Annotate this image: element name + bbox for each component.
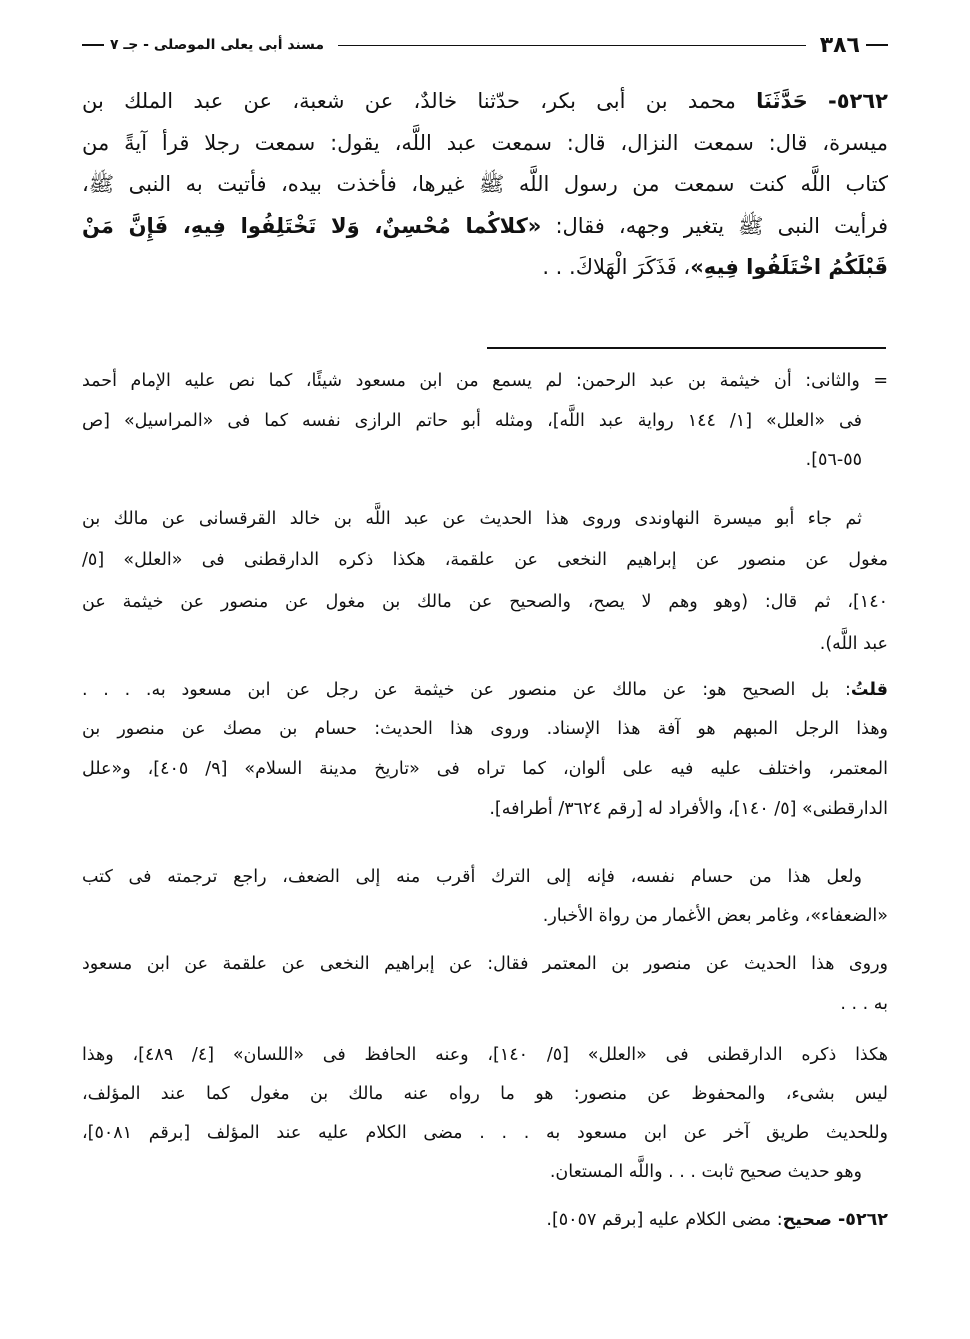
footnote-line: عبد اللَّه). <box>819 634 888 654</box>
hadith-opening: حَدَّثَنَا <box>756 89 808 113</box>
footnote-separator <box>487 347 886 349</box>
footnote-line: المعتمر، واختلف عليه فيه على ألوان، كما تراه فى «تاريخ مدينة السلام» [٩/ ٤٠٥]، و«علل <box>82 759 889 779</box>
grading-label: ٥٢٦٢- صحيح <box>782 1210 888 1230</box>
running-header <box>82 30 888 60</box>
footnote-line: ولعل هذا من حسام نفسه، فإنه إلى الترك أقرب منه إلى الضعف، راجع ترجمته فى كتب <box>82 867 862 887</box>
footnote-line: الدارقطنى» [٥/ ١٤٠]، والأفراد له [رقم ٣٦٢٤/ أطرافه]. <box>489 799 888 819</box>
footnote-line: ١٤٠]، ثم قال: (وهو وهم لا يصح، والصحيح عن مالك بن مغول عن منصور عن خيثمة عن <box>82 592 888 612</box>
footnote-line: ليس بشىء، والمحفوظ عن منصور: هو ما رواه عنه مالك بن مغول كما عند المؤلف، <box>82 1084 888 1104</box>
footnote-line <box>82 1206 888 1234</box>
header-rule <box>338 45 806 46</box>
book-title: مسند أبى يعلى الموصلى - جـ ٧ <box>110 37 325 53</box>
footnote-line: وللحديث طريق آخر عن ابن مسعود به . . . مضى الكلام عليه عند المؤلف [برقم ٥٠٨١]، <box>82 1123 888 1143</box>
qultu-label: قلتُ <box>850 680 888 700</box>
header-dash <box>866 44 888 46</box>
main-line <box>82 211 888 241</box>
footnote-line: «الضعفاء»، وغامر بعض الأغمار من رواة الأخبار. <box>542 906 888 926</box>
main-line <box>82 252 888 282</box>
footnote-line: وهو حديث صحيح ثابت . . . واللَّه المستعان. <box>549 1162 862 1182</box>
hadith-quote: «كلاكُما مُحْسِنٌ، وَلا تَخْتَلِفُوا فِيهِ، فَإِنَّ مَنْ <box>82 214 542 238</box>
main-line: كتاب اللَّه كنت سمعت من رسول اللَّه ﷺ غيرها، فأخذت بيده، فأتيت به النبى ﷺ، <box>82 172 888 196</box>
footnote-line: ثم جاء أبو ميسرة النهاوندى وروى هذا الحديث عن عبد اللَّه بن خالد القرقسانى عن مالك بن <box>82 509 862 529</box>
footnote-line: وروى هذا الحديث عن منصور بن المعتمر فقال: عن إبراهيم النخعى عن علقمة عن ابن مسعود <box>82 954 888 974</box>
footnote-line: هكذا ذكره الدارقطنى فى «العلل» [٥/ ١٤٠]، وعنه الحافظ فى «اللسان» [٤/ ٤٨٩]، وهذا <box>82 1045 889 1065</box>
footnote-line: مغول عن منصور عن إبراهيم النخعى عن علقمة، هكذا ذكره الدارقطنى فى «العلل» [٥/ <box>82 550 888 570</box>
main-text: فرأيت النبى ﷺ يتغير وجهه، فقال: <box>541 214 888 238</box>
main-line: ميسرة، قال: سمعت النزال، قال: سمعت عبد اللَّه، يقول: سمعت رجلا قرأ آيةً من <box>82 131 888 155</box>
hadith-number: ٥٢٦٢- <box>828 89 888 113</box>
footnote-text: : مضى الكلام عليه [برقم ٥٠٥٧]. <box>546 1210 783 1230</box>
footnote-text: : بل الصحيح هو: عن مالك عن منصور عن خيثمة عن رجل عن ابن مسعود به. . . . <box>82 680 851 700</box>
page-number: ٣٨٦ <box>819 32 860 58</box>
main-line <box>82 86 888 116</box>
footnote-line: به . . . <box>840 994 888 1014</box>
footnote-line <box>82 676 888 704</box>
main-text: ، فَذَكَرَ الْهَلاكَ. . . <box>542 255 691 279</box>
footnote-line: وهذا الرجل المبهم هو آفة هذا الإسناد. وروى هذا الحديث: حسام بن مصك عن منصور بن <box>82 719 888 739</box>
header-dash <box>82 44 104 46</box>
main-text: محمد بن أبى بكر، حدّثنا خالدٌ، عن شعبة، عن عبد الملك بن <box>82 89 736 113</box>
footnote-line: = والثانى: أن خيثمة بن عبد الرحمن: لم يسمع من ابن مسعود شيئًا، كما نص عليه الإمام أحمد <box>82 371 888 391</box>
footnote-line: ٥٥-٥٦]. <box>805 450 862 470</box>
hadith-quote: قَبْلَكُمُ اخْتَلَفُوا فِيهِ» <box>690 255 888 279</box>
footnote-line: فى «العلل» [١/ ١٤٤ رواية عبد اللَّه]، ومثله أبو حاتم الرازى نفسه كما فى «المراسيل» [ص <box>82 411 862 431</box>
